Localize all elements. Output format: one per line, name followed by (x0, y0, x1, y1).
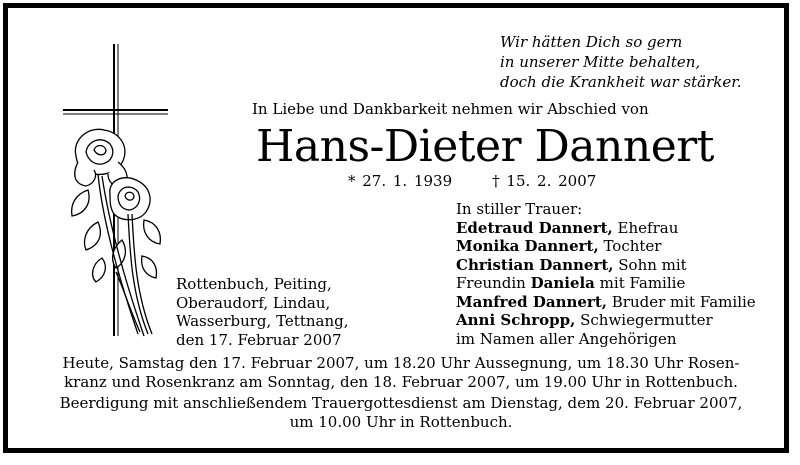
mourner-closing: im Namen aller Angehörigen (456, 329, 677, 348)
places-and-date (176, 275, 348, 349)
quote (500, 32, 780, 92)
mourner-relation: Sohn mit (613, 255, 687, 274)
place-line: Oberaudorf, Lindau, (176, 293, 331, 312)
mourner-name: Christian Dannert, (456, 255, 614, 274)
mourner-entry (456, 330, 756, 349)
announcement-paragraph (28, 394, 774, 432)
announcement-line: Beerdigung mit anschließendem Trauergottesdienst am Dienstag, dem 20. Februar 2007, (59, 394, 743, 412)
place-line: Wasserburg, Tettnang, (176, 312, 349, 330)
place-line: Rottenbuch, Peiting, (176, 275, 332, 293)
mourner-name: Edetraud Dannert, (456, 218, 613, 237)
mourner-entry (456, 274, 756, 293)
intro-line (8, 100, 794, 118)
mourner-entry (456, 311, 756, 330)
mourner-name: Manfred Dannert, (456, 292, 607, 311)
announcement-paragraph (28, 354, 774, 392)
mourner-entry (456, 293, 756, 312)
intro-text: In Liebe und Dankbarkeit nehmen wir Abschied von (252, 100, 649, 118)
birth-date: * 27. 1. 1939 (348, 172, 453, 190)
mourner-name: Daniela (530, 274, 595, 292)
service-announcement (28, 354, 774, 432)
quote-line: doch die Krankheit war stärker. (500, 73, 742, 91)
mourner-relation: Ehefrau (612, 218, 679, 237)
death-date: † 15. 2. 2007 (492, 172, 597, 190)
mourner-entry (456, 219, 756, 238)
mourner-name: Monika Dannert, (456, 237, 599, 255)
mourner-entry (456, 237, 756, 256)
announcement-line: kranz und Rosenkranz am Sonntag, den 18. Februar 2007, um 19.00 Uhr in Rottenbuch. (64, 373, 738, 391)
mourner-relation: mit Familie (594, 274, 686, 292)
mourner-relation: Tochter (598, 237, 662, 255)
mourners-list (456, 200, 756, 348)
obituary-card (3, 3, 789, 453)
announcement-line: um 10.00 Uhr in Rottenbuch. (289, 413, 513, 431)
quote-line: Wir hätten Dich so gern (500, 33, 683, 51)
mourner-entry (456, 256, 756, 275)
roses-icon (72, 129, 161, 336)
deceased-name: Hans-Dieter Dannert (256, 121, 714, 172)
mourner-prefix: Freundin (456, 274, 531, 292)
mourner-relation: Schwiegermutter (575, 311, 713, 329)
quote-line: in unserer Mitte behalten, (500, 53, 701, 71)
cross-with-roses-illustration (58, 44, 178, 344)
mourner-name: Anni Schropp, (456, 311, 576, 329)
life-dates (348, 172, 596, 190)
mourners-heading: In stiller Trauer: (456, 200, 583, 218)
announcement-line: Heute, Samstag den 17. Februar 2007, um 18.20 Uhr Aussegnung, um 18.30 Uhr Rosen- (62, 354, 740, 372)
place-line: den 17. Februar 2007 (176, 330, 342, 349)
mourner-relation: Bruder mit Familie (606, 292, 756, 311)
